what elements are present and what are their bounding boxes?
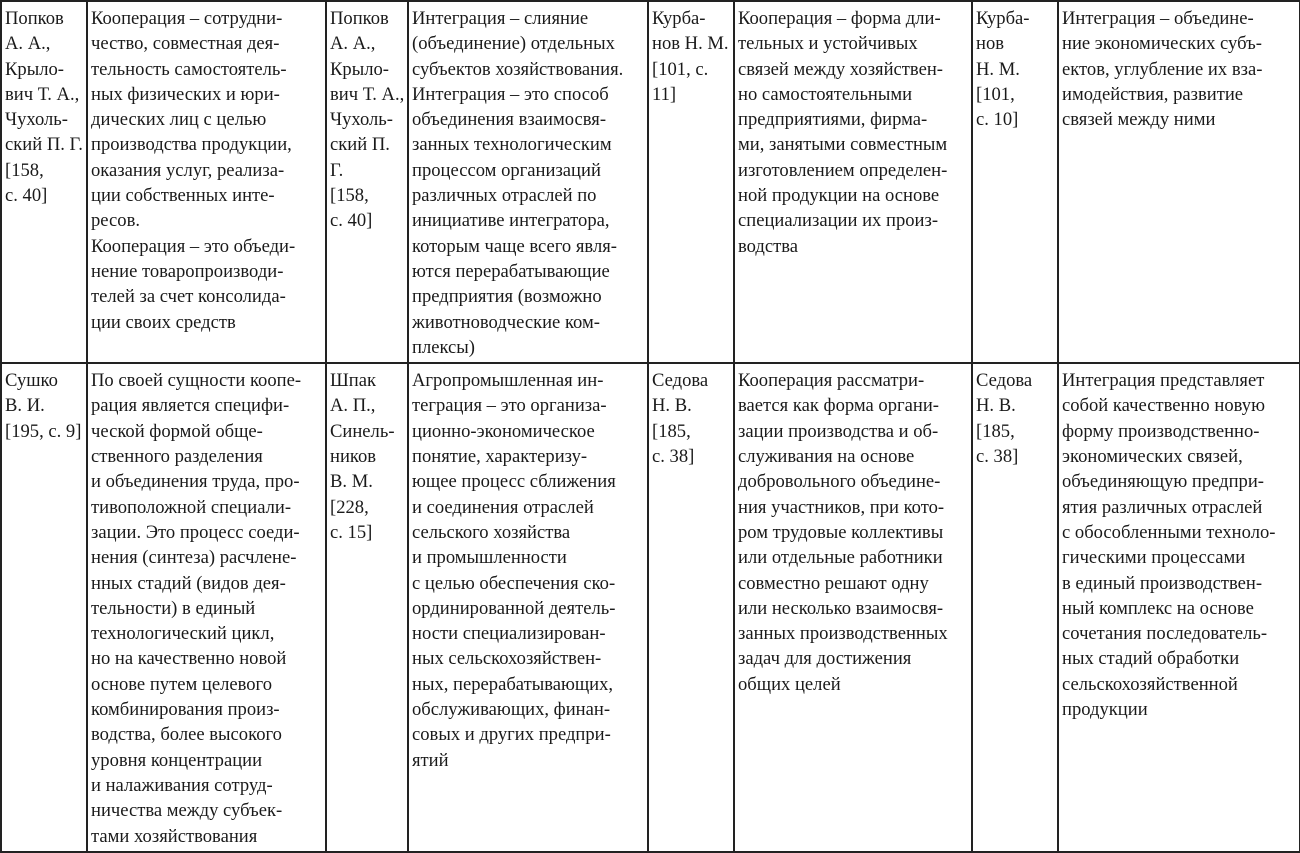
definition-cell [1058,363,1300,852]
author-citation: Курба- нов Н. М. [101, с. 11] [652,8,729,105]
definition-cell [87,1,326,363]
table-row [1,1,1300,363]
author-citation: Попков А. А., Крыло- вич Т. А., Чухоль- ский П. Г. [158, с. 40] [5,8,83,207]
definition-paragraph: Кооперация – сотрудни- чество, совместная дея- тельность самостоятель- ных физических и юри- дических лиц с целью производства продукции, оказания услуг, реализа- ции собственных инте- ресов. [91,8,292,232]
author-citation: Попков А. А., Крыло- вич Т. А., Чухоль- ский П. Г. [158, с. 40] [330,8,405,232]
definition-paragraph: Кооперация – форма дли- тельных и устойчивых связей между хозяйствен- но самостоятельными предприятиями, фирма- ми, занятыми совместным изготовлением определен- ной продукции на основе специализации их произ- водства [738,8,948,257]
definition-paragraph: Интеграция – слияние (объединение) отдельных субъектов хозяйствования. [412,8,624,80]
author-cell [648,1,734,363]
table-row [1,363,1300,852]
author-citation: Курба- нов Н. М. [101, с. 10] [976,8,1030,131]
author-cell [326,1,408,363]
definition-cell [734,363,972,852]
definition-cell [734,1,972,363]
author-citation: Седова Н. В. [185, с. 38] [976,370,1033,468]
author-cell [326,363,408,852]
author-cell [972,363,1058,852]
definition-paragraph: Кооперация рассматри- вается как форма органи- зации производства и об- служивания на основе добровольного объедине- ния участников, при кото- ром трудовые коллективы или отдельные работники совместно решают одну или несколько взаимосвя- занных производственных задач для достижения общих целей [738,370,948,695]
definition-paragraph: Интеграция представляет собой качественно новую форму производственно- экономических связей, объединяющую предпри- ятия различных отраслей с обособленными техноло- гическими процессами в единый производствен- ный комплекс на основе сочетания последователь- ных стадий обработки сельскохозяйственной продукции [1062,370,1276,721]
author-citation: Шпак А. П., Синель- ников В. М. [228, с. 15] [330,370,395,543]
definition-cell [408,363,648,852]
author-citation: Седова Н. В. [185, с. 38] [652,370,709,468]
author-citation: Сушко В. И. [195, с. 9] [5,370,82,442]
definition-cell [1058,1,1300,363]
author-cell [648,363,734,852]
author-cell [1,1,87,363]
definition-cell [408,1,648,363]
definition-paragraph: Кооперация – это объеди- нение товаропроизводи- телей за счет консолида- ции своих средств [91,235,296,333]
definition-cell [87,363,326,852]
author-cell [1,363,87,852]
author-cell [972,1,1058,363]
definition-paragraph: По своей сущности коопе- рация является специфи- ческой формой обще- ственного разделения и объединения труда, про- тивоположной специали- зации. Это процесс соеди- нения (синтеза) расчлене- нных стадий (видов дея- тельности) в единый технологический цикл, но на качественно новой основе путем целевого комбинирования произ- водства, более высокого уровня концентрации и налаживания сотруд- ничества между субъек- тами хозяйствования [91,370,302,847]
definition-paragraph: Интеграция – объедине- ние экономических субъ- ектов, углубление их вза- имодействия, развитие связей между ними [1062,8,1263,131]
definition-paragraph: Агропромышленная ин- теграция – это организа- ционно-экономическое понятие, характеризу- ющее процесс сближения и соединения отраслей сельского хозяйства и промышленности с целью обеспечения ско- ординированной деятель- ности специализирован- ных сельскохозяйствен- ных, перерабатывающих, обслуживающих, финан- совых и других предпри- ятий [412,370,616,771]
definition-paragraph: Интеграция – это способ объединения взаимосвя- занных технологическим процессом организаций различных отраслей по инициативе интегратора, которым чаще всего явля- ются перерабатывающие предприятия (возможно животноводческие ком- плексы) [412,83,617,358]
